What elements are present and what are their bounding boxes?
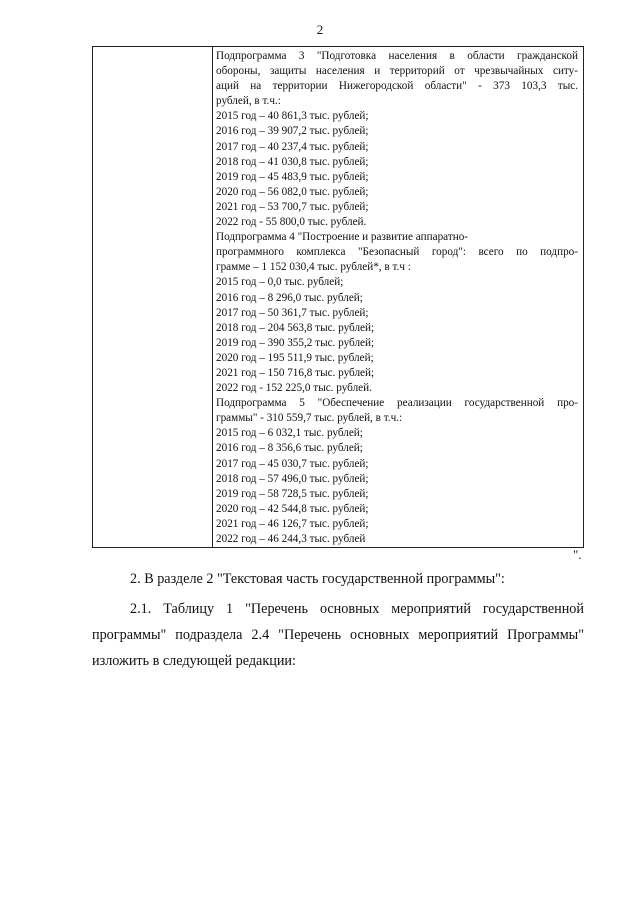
paragraph-line: программы" подраздела 2.4 "Перечень основных мероприятий Программы": [92, 627, 584, 643]
table-line: 2017 год – 50 361,7 тыс. рублей;: [216, 306, 369, 319]
table-line: 2017 год – 45 030,7 тыс. рублей;: [216, 457, 369, 470]
table-left-cell: [93, 47, 213, 547]
table-line: аций на территории Нижегородской области" - 373 103,3 тыс.: [216, 80, 578, 93]
table-line: программного комплекса "Безопасный город": всего по подпро-: [216, 246, 578, 259]
table-line: рублей, в т.ч.:: [216, 95, 281, 108]
table-line: 2020 год – 42 544,8 тыс. рублей;: [216, 502, 369, 515]
paragraph-line: изложить в следующей редакции:: [92, 653, 296, 669]
table-line: 2015 год – 40 861,3 тыс. рублей;: [216, 110, 369, 123]
table-right-cell: [213, 47, 583, 547]
table-line: граммы" - 310 559,7 тыс. рублей, в т.ч.:: [216, 412, 403, 425]
table-line: обороны, защиты населения и территорий от чрезвычайных ситу-: [216, 65, 578, 78]
paragraph-section-2: 2. В разделе 2 "Текстовая часть государственной программы":: [130, 571, 505, 587]
table-line: 2021 год – 150 716,8 тыс. рублей;: [216, 366, 375, 379]
table-line: Подпрограмма 4 "Построение и развитие аппаратно-: [216, 231, 469, 244]
table-line: 2022 год - 55 800,0 тыс. рублей.: [216, 216, 367, 229]
table-line: 2018 год – 204 563,8 тыс. рублей;: [216, 321, 375, 334]
table-line: 2015 год – 6 032,1 тыс. рублей;: [216, 427, 363, 440]
paragraph-line: 2.1. Таблицу 1 "Перечень основных мероприятий государственной: [130, 601, 584, 617]
table-line: Подпрограмма 3 "Подготовка населения в области гражданской: [216, 50, 578, 62]
funding-table: [92, 46, 584, 548]
table-line: 2018 год – 57 496,0 тыс. рублей;: [216, 472, 369, 485]
table-line: Подпрограмма 5 "Обеспечение реализации государственной про-: [216, 397, 578, 410]
paragraph-table-1: [92, 596, 584, 674]
page-number: 2: [316, 22, 324, 37]
table-line: 2020 год – 195 511,9 тыс. рублей;: [216, 351, 374, 364]
closing-quote: ".: [573, 547, 582, 562]
table-line: 2019 год – 58 728,5 тыс. рублей;: [216, 487, 369, 500]
table-line: грамме – 1 152 030,4 тыс. рублей*, в т.ч :: [216, 261, 411, 274]
table-line: 2016 год – 39 907,2 тыс. рублей;: [216, 125, 369, 138]
table-line: 2022 год - 152 225,0 тыс. рублей.: [216, 382, 372, 395]
table-line: 2022 год – 46 244,3 тыс. рублей: [216, 533, 366, 545]
table-line: 2015 год – 0,0 тыс. рублей;: [216, 276, 344, 289]
table-line: 2019 год – 45 483,9 тыс. рублей;: [216, 170, 369, 183]
table-line: 2021 год – 53 700,7 тыс. рублей;: [216, 200, 369, 213]
table-line: 2016 год – 8 296,0 тыс. рублей;: [216, 291, 363, 304]
table-line: 2018 год – 41 030,8 тыс. рублей;: [216, 155, 369, 168]
table-line: 2019 год – 390 355,2 тыс. рублей;: [216, 336, 375, 349]
table-line: 2021 год – 46 126,7 тыс. рублей;: [216, 517, 369, 530]
table-line: 2020 год – 56 082,0 тыс. рублей;: [216, 185, 369, 198]
table-line: 2016 год – 8 356,6 тыс. рублей;: [216, 442, 363, 455]
table-line: 2017 год – 40 237,4 тыс. рублей;: [216, 140, 369, 153]
